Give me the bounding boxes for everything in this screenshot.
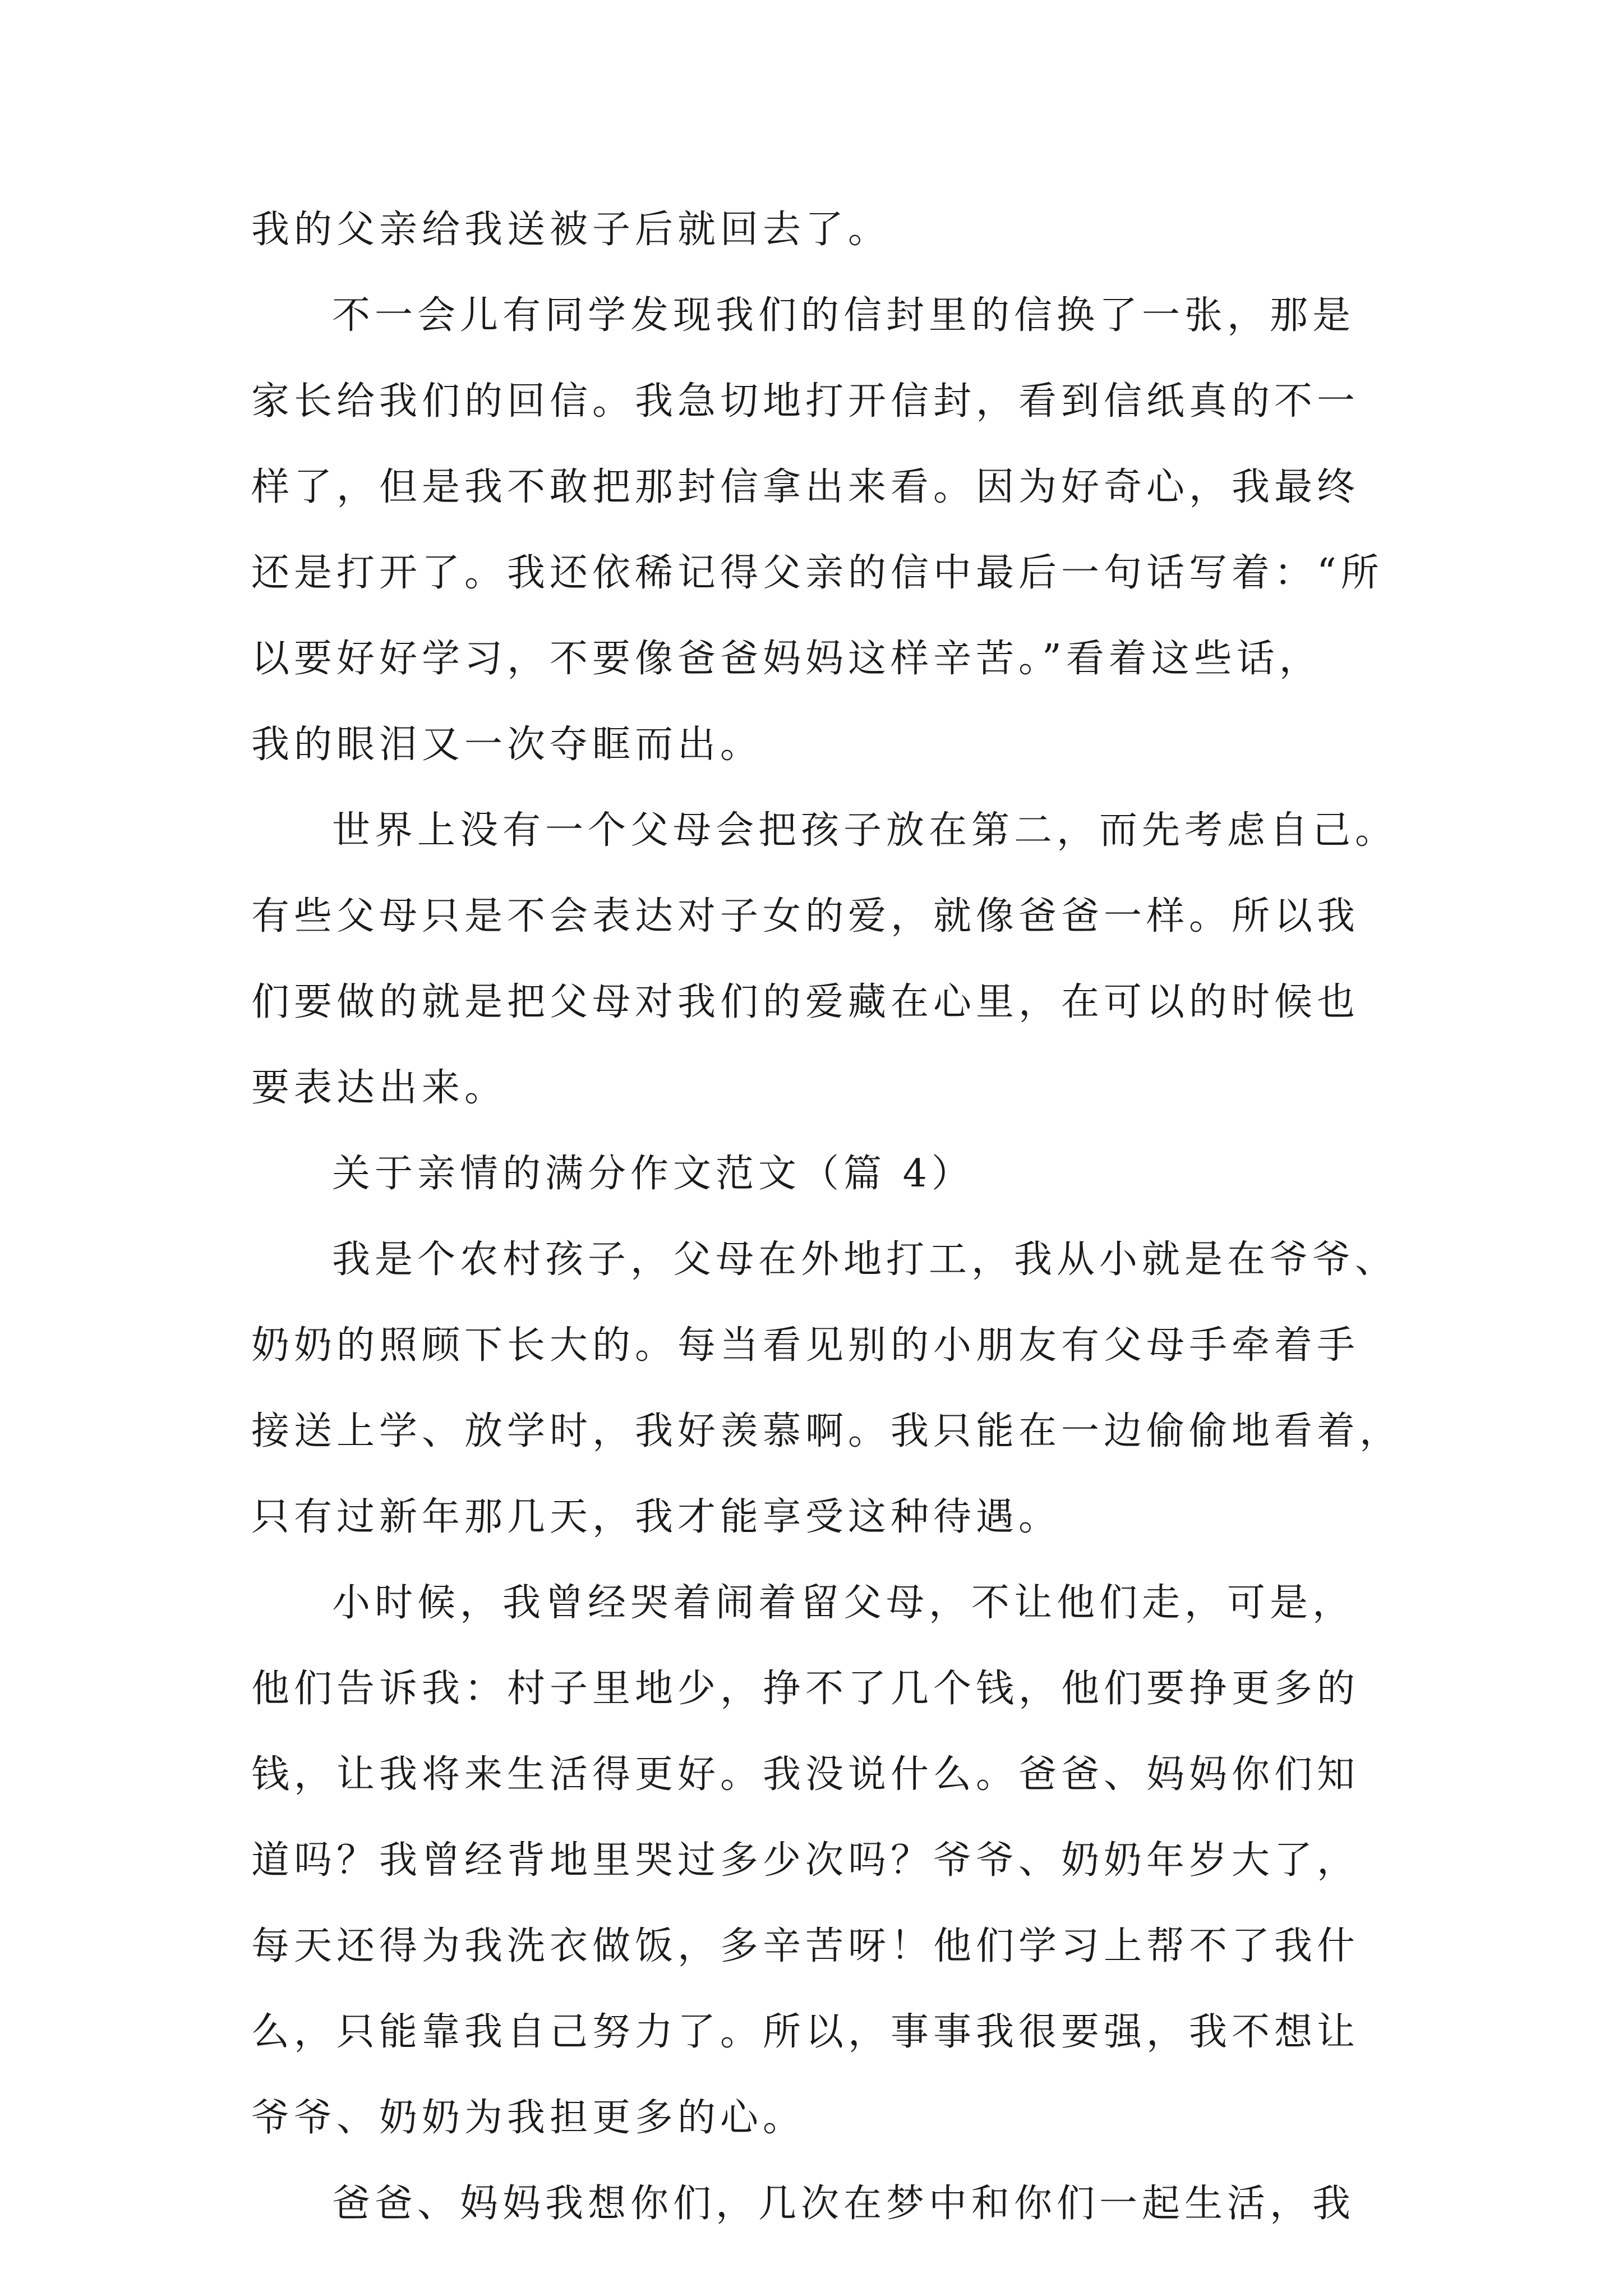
text-line: 样了，但是我不敢把那封信拿出来看。因为好奇心，我最终 [251,465,1360,509]
text-line: 要表达出来。 [251,1066,508,1110]
text-line: 我是个农村孩子，父母在外地打工，我从小就是在爷爷、 [332,1237,1398,1282]
text-line: 小时候，我曾经哭着闹着留父母，不让他们走，可是， [332,1581,1355,1625]
text-line: 接送上学、放学时，我好羡慕啊。我只能在一边偷偷地看着， [251,1409,1403,1453]
text-line: 每天还得为我洗衣做饭，多辛苦呀！他们学习上帮不了我什 [251,1924,1360,1968]
text-line: 以要好好学习，不要像爸爸妈妈这样辛苦。”看着这些话， [251,637,1322,681]
text-line: 家长给我们的回信。我急切地打开信封，看到信纸真的不一 [251,379,1360,424]
text-line: 钱，让我将来生活得更好。我没说什么。爸爸、妈妈你们知 [251,1752,1360,1797]
text-line: 爷爷、奶奶为我担更多的心。 [251,2096,806,2140]
text-line: 我的眼泪又一次夺眶而出。 [251,723,763,767]
text-line: 么，只能靠我自己努力了。所以，事事我很要强，我不想让 [251,2010,1360,2054]
section-heading: 关于亲情的满分作文范文（篇 4） [332,1152,974,1196]
text-line: 有些父母只是不会表达对子女的爱，就像爸爸一样。所以我 [251,894,1360,938]
text-line: 爸爸、妈妈我想你们，几次在梦中和你们一起生活，我 [332,2182,1355,2226]
text-line: 只有过新年那几天，我才能享受这种待遇。 [251,1495,1062,1539]
text-line: 道吗？我曾经背地里哭过多少次吗？爷爷、奶奶年岁大了， [251,1838,1360,1883]
text-line: 世界上没有一个父母会把孩子放在第二，而先考虑自己。 [332,808,1398,853]
text-line: 他们告诉我：村子里地少，挣不了几个钱，他们要挣更多的 [251,1667,1360,1711]
text-line: 我的父亲给我送被子后就回去了。 [251,208,891,252]
text-line: 不一会儿有同学发现我们的信封里的信换了一张，那是 [332,293,1355,338]
text-line: 奶奶的照顾下长大的。每当看见别的小朋友有父母手牵着手 [251,1323,1360,1368]
text-line: 们要做的就是把父母对我们的爱藏在心里，在可以的时候也 [251,980,1360,1024]
text-line: 还是打开了。我还依稀记得父亲的信中最后一句话写着：“所 [251,551,1384,595]
